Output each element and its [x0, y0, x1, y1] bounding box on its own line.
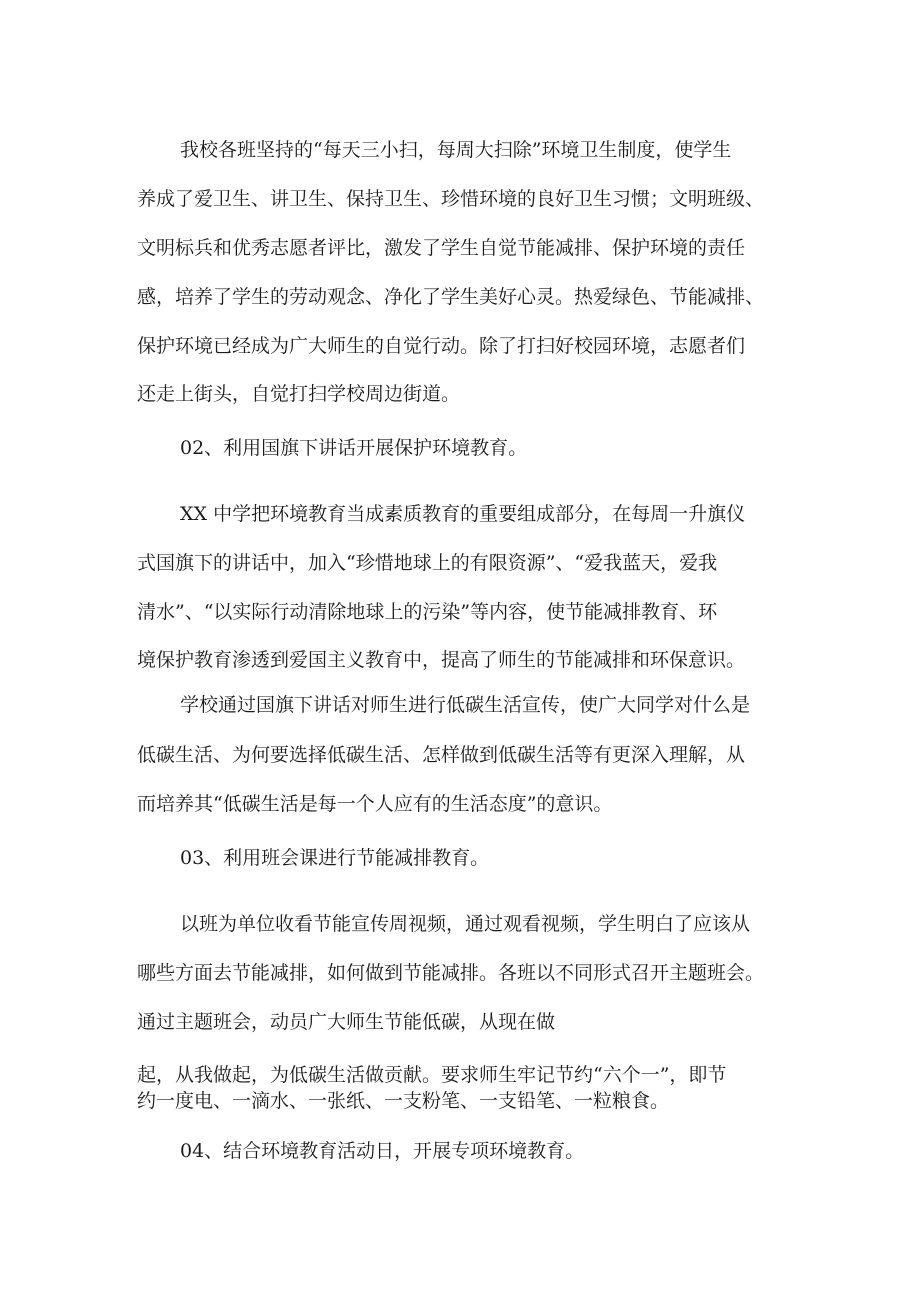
paragraph-line: 起，从我做起，为低碳生活做贡献。要求师生牢记节约“六个一”，即节 — [137, 1064, 727, 1086]
section-heading: 04、结合环境教育活动日，开展专项环境教育。 — [180, 1140, 585, 1162]
paragraph-line: 还走上街头，自觉打扫学校周边街道。 — [137, 383, 461, 405]
paragraph-line: 保护环境已经成为广大师生的自觉行动。除了打扫好校园环境，志愿者们 — [137, 335, 746, 357]
section-heading: 03、利用班会课进行节能减排教育。 — [180, 847, 490, 869]
paragraph-line: 低碳生活、为何要选择低碳生活、怎样做到低碳生活等有更深入理解，从 — [137, 744, 746, 766]
paragraph-line: 约一度电、一滴水、一张纸、一支粉笔、一支铅笔、一粒粮食。 — [137, 1090, 670, 1112]
paragraph-line: 通过主题班会，动员广大师生节能低碳，从现在做 — [137, 1011, 556, 1033]
paragraph-line: 境保护教育渗透到爱国主义教育中，提高了师生的节能减排和环保意识。 — [137, 649, 746, 671]
paragraph-line: 而培养其“低碳生活是每一个人应有的生活态度”的意识。 — [137, 793, 613, 815]
paragraph-line: 文明标兵和优秀志愿者评比，激发了学生自觉节能减排、保护环境的责任 — [137, 237, 746, 259]
paragraph-line: 哪些方面去节能减排，如何做到节能减排。各班以不同形式召开主题班会。 — [137, 962, 765, 984]
paragraph-line: 以班为单位收看节能宣传周视频，通过观看视频，学生明白了应该从 — [180, 913, 751, 935]
paragraph-line: 我校各班坚持的“每天三小扫，每周大扫除”环境卫生制度，使学生 — [180, 139, 732, 161]
paragraph-line: XX 中学把环境教育当成素质教育的重要组成部分，在每周一升旗仪 — [180, 503, 746, 525]
paragraph-line: 清水”、“以实际行动清除地球上的污染”等内容，使节能减排教育、环 — [137, 601, 718, 623]
paragraph-line: 学校通过国旗下讲话对师生进行低碳生活宣传，使广大同学对什么是 — [180, 694, 751, 716]
paragraph-line: 式国旗下的讲话中，加入“珍惜地球上的有限资源”、“爱我蓝天，爱我 — [137, 552, 718, 574]
paragraph-line: 感，培养了学生的劳动观念、净化了学生美好心灵。热爱绿色、节能减排、 — [137, 286, 765, 308]
section-heading: 02、利用国旗下讲话开展保护环境教育。 — [180, 437, 528, 459]
paragraph-line: 养成了爱卫生、讲卫生、保持卫生、珍惜环境的良好卫生习惯；文明班级、 — [137, 188, 765, 210]
